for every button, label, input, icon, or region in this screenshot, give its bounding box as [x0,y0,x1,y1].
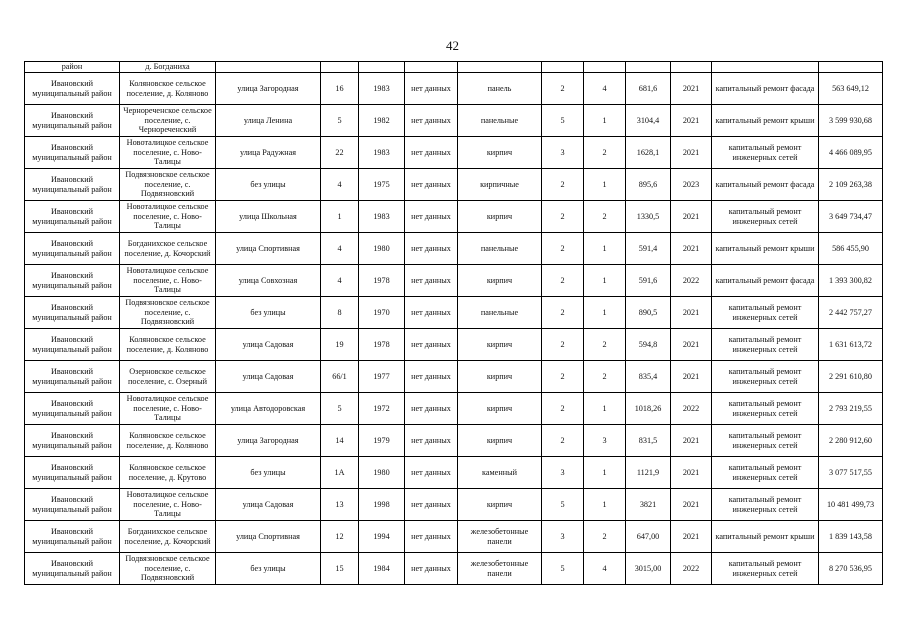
cell-data-note: нет данных [405,553,458,585]
cell-entrances: 2 [584,521,626,553]
cell-repair-type: капитальный ремонт инженерных сетей [712,393,819,425]
cell-district: Ивановский муниципальный район [25,105,120,137]
cell-house-number: 15 [321,553,359,585]
cell-repair-type: капитальный ремонт инженерных сетей [712,361,819,393]
cell-year-built: 1980 [359,233,405,265]
cell-wall-material: железобетонные панели [458,521,542,553]
cell-street: улица Садовая [216,361,321,393]
cell-settlement: Новоталицкое сельское поселение, с. Ново-Талицы [120,201,216,233]
cell-house-number: 8 [321,297,359,329]
table-row [25,489,883,521]
housing-repair-table [24,61,883,585]
cell-district: Ивановский муниципальный район [25,169,120,201]
cell-entrances: 4 [584,73,626,105]
cell-settlement: Новоталицкое сельское поселение, с. Ново-Талицы [120,393,216,425]
cell-floors: 5 [542,105,584,137]
cell-street: улица Садовая [216,489,321,521]
cell-cost [819,62,883,73]
cell-floors: 2 [542,169,584,201]
cell-district: Ивановский муниципальный район [25,489,120,521]
cell-repair-type: капитальный ремонт инженерных сетей [712,489,819,521]
cell-floors: 2 [542,233,584,265]
cell-district: Ивановский муниципальный район [25,201,120,233]
cell-settlement: Новоталицкое сельское поселение, с. Ново-Талицы [120,137,216,169]
cell-repair-type: капитальный ремонт фасада [712,169,819,201]
cell-cost: 1 839 143,58 [819,521,883,553]
cell-district: Ивановский муниципальный район [25,73,120,105]
cell-wall-material: панельные [458,297,542,329]
cell-year-built: 1984 [359,553,405,585]
cell-area: 591,4 [626,233,671,265]
cell-settlement: Подвязновское сельское поселение, с. Подвязновский [120,297,216,329]
cell-street: улица Радужная [216,137,321,169]
cell-wall-material: кирпич [458,137,542,169]
cell-entrances: 1 [584,489,626,521]
cell-repair-type [712,62,819,73]
table-row [25,105,883,137]
cell-cost: 586 455,90 [819,233,883,265]
cell-district: Ивановский муниципальный район [25,521,120,553]
cell-data-note: нет данных [405,105,458,137]
cell-house-number: 4 [321,265,359,297]
cell-settlement: Чернореченское сельское поселение, с. Чернореченский [120,105,216,137]
cell-street: улица Школьная [216,201,321,233]
cell-repair-year: 2023 [671,169,712,201]
cell-area: 831,5 [626,425,671,457]
cell-entrances: 1 [584,457,626,489]
cell-house-number: 12 [321,521,359,553]
cell-area [626,62,671,73]
cell-wall-material: кирпич [458,361,542,393]
cell-repair-type: капитальный ремонт инженерных сетей [712,553,819,585]
cell-wall-material: кирпич [458,393,542,425]
cell-street: улица Садовая [216,329,321,361]
cell-year-built: 1970 [359,297,405,329]
cell-street: улица Спортивная [216,233,321,265]
cell-year-built: 1983 [359,73,405,105]
cell-floors: 2 [542,201,584,233]
cell-district: Ивановский муниципальный район [25,297,120,329]
cell-wall-material [458,62,542,73]
cell-settlement: Подвязновское сельское поселение, с. Подвязновский [120,169,216,201]
cell-district: Ивановский муниципальный район [25,137,120,169]
cell-repair-year: 2022 [671,265,712,297]
cell-street: улица Ленина [216,105,321,137]
cell-data-note: нет данных [405,361,458,393]
table-row [25,361,883,393]
table-row [25,521,883,553]
table-row [25,297,883,329]
cell-repair-type: капитальный ремонт крыши [712,105,819,137]
cell-wall-material: кирпич [458,265,542,297]
cell-floors [542,62,584,73]
cell-cost: 8 270 536,95 [819,553,883,585]
cell-street: улица Автодоровская [216,393,321,425]
cell-cost: 10 481 499,73 [819,489,883,521]
cell-data-note: нет данных [405,489,458,521]
cell-entrances: 2 [584,137,626,169]
cell-floors: 2 [542,265,584,297]
cell-repair-type: капитальный ремонт инженерных сетей [712,329,819,361]
cell-district: Ивановский муниципальный район [25,425,120,457]
cell-floors: 2 [542,73,584,105]
cell-data-note: нет данных [405,201,458,233]
page-number: 42 [446,38,459,53]
cell-year-built: 1977 [359,361,405,393]
cell-repair-type: капитальный ремонт крыши [712,233,819,265]
cell-floors: 3 [542,137,584,169]
cell-repair-year: 2021 [671,425,712,457]
cell-data-note: нет данных [405,137,458,169]
cell-data-note: нет данных [405,521,458,553]
cell-repair-type: капитальный ремонт инженерных сетей [712,137,819,169]
cell-area: 895,6 [626,169,671,201]
cell-entrances: 2 [584,361,626,393]
cell-wall-material: каменный [458,457,542,489]
cell-year-built: 1978 [359,329,405,361]
cell-repair-year: 2021 [671,457,712,489]
cell-house-number [321,62,359,73]
cell-cost: 1 631 613,72 [819,329,883,361]
cell-floors: 2 [542,297,584,329]
cell-house-number: 1 [321,201,359,233]
cell-entrances: 1 [584,105,626,137]
table-row [25,329,883,361]
cell-street: без улицы [216,457,321,489]
cell-entrances: 2 [584,201,626,233]
cell-year-built: 1980 [359,457,405,489]
cell-area: 890,5 [626,297,671,329]
cell-entrances: 1 [584,297,626,329]
cell-settlement: Коляновское сельское поселение, д. Коляново [120,425,216,457]
cell-year-built: 1998 [359,489,405,521]
cell-year-built: 1979 [359,425,405,457]
cell-repair-type: капитальный ремонт фасада [712,73,819,105]
cell-entrances: 1 [584,233,626,265]
cell-repair-type: капитальный ремонт инженерных сетей [712,425,819,457]
cell-house-number: 4 [321,233,359,265]
cell-entrances: 2 [584,329,626,361]
cell-year-built [359,62,405,73]
cell-repair-type: капитальный ремонт инженерных сетей [712,297,819,329]
cell-house-number: 19 [321,329,359,361]
cell-data-note: нет данных [405,169,458,201]
cell-entrances: 1 [584,265,626,297]
cell-cost: 1 393 300,82 [819,265,883,297]
cell-data-note: нет данных [405,425,458,457]
cell-repair-year: 2021 [671,73,712,105]
cell-street: улица Совхозная [216,265,321,297]
cell-house-number: 1А [321,457,359,489]
table-row [25,233,883,265]
cell-data-note: нет данных [405,457,458,489]
cell-settlement: Коляновское сельское поселение, д. Коляново [120,329,216,361]
table-row [25,457,883,489]
table-row [25,425,883,457]
cell-repair-type: капитальный ремонт инженерных сетей [712,201,819,233]
cell-house-number: 14 [321,425,359,457]
cell-cost: 563 649,12 [819,73,883,105]
cell-area: 647,00 [626,521,671,553]
cell-floors: 2 [542,425,584,457]
cell-repair-year: 2021 [671,521,712,553]
cell-house-number: 4 [321,169,359,201]
cell-year-built: 1994 [359,521,405,553]
cell-house-number: 22 [321,137,359,169]
cell-repair-year: 2021 [671,329,712,361]
cell-floors: 5 [542,489,584,521]
cell-street: без улицы [216,297,321,329]
cell-wall-material: кирпич [458,329,542,361]
cell-floors: 3 [542,457,584,489]
cell-year-built: 1983 [359,201,405,233]
table-row [25,201,883,233]
cell-settlement: Подвязновское сельское поселение, с. Подвязновский [120,553,216,585]
cell-street: улица Спортивная [216,521,321,553]
cell-repair-type: капитальный ремонт крыши [712,521,819,553]
table-row-continued [25,62,883,73]
cell-district: район [25,62,120,73]
cell-wall-material: панель [458,73,542,105]
cell-repair-type: капитальный ремонт инженерных сетей [712,457,819,489]
cell-house-number: 5 [321,393,359,425]
cell-repair-year [671,62,712,73]
cell-cost: 2 442 757,27 [819,297,883,329]
cell-house-number: 16 [321,73,359,105]
cell-area: 591,6 [626,265,671,297]
cell-settlement: Коляновское сельское поселение, д. Крутово [120,457,216,489]
table-row [25,73,883,105]
cell-repair-year: 2022 [671,553,712,585]
cell-repair-year: 2021 [671,201,712,233]
cell-district: Ивановский муниципальный район [25,457,120,489]
cell-wall-material: железобетонные панели [458,553,542,585]
cell-district: Ивановский муниципальный район [25,361,120,393]
cell-repair-year: 2021 [671,489,712,521]
cell-settlement: Богданихское сельское поселение, д. Кочорский [120,233,216,265]
cell-district: Ивановский муниципальный район [25,553,120,585]
cell-settlement: Озерновское сельское поселение, с. Озерный [120,361,216,393]
cell-street: без улицы [216,169,321,201]
cell-entrances: 4 [584,553,626,585]
cell-entrances: 3 [584,425,626,457]
cell-area: 594,8 [626,329,671,361]
cell-repair-year: 2021 [671,137,712,169]
cell-settlement: Коляновское сельское поселение, д. Коляново [120,73,216,105]
cell-settlement: Новоталицкое сельское поселение, с. Ново-Талицы [120,489,216,521]
cell-floors: 5 [542,553,584,585]
cell-cost: 3 599 930,68 [819,105,883,137]
cell-data-note: нет данных [405,265,458,297]
cell-repair-year: 2021 [671,233,712,265]
cell-area: 1018,26 [626,393,671,425]
cell-year-built: 1982 [359,105,405,137]
cell-settlement: д. Богданиха [120,62,216,73]
table-row [25,169,883,201]
cell-house-number: 13 [321,489,359,521]
cell-year-built: 1983 [359,137,405,169]
cell-data-note: нет данных [405,329,458,361]
cell-wall-material: панельные [458,105,542,137]
table-row [25,137,883,169]
cell-cost: 2 793 219,55 [819,393,883,425]
cell-cost: 2 280 912,60 [819,425,883,457]
cell-wall-material: панельные [458,233,542,265]
cell-data-note: нет данных [405,73,458,105]
cell-year-built: 1972 [359,393,405,425]
cell-cost: 2 109 263,38 [819,169,883,201]
cell-floors: 3 [542,521,584,553]
cell-district: Ивановский муниципальный район [25,233,120,265]
cell-cost: 3 649 734,47 [819,201,883,233]
cell-wall-material: кирпич [458,201,542,233]
cell-district: Ивановский муниципальный район [25,393,120,425]
cell-repair-year: 2021 [671,297,712,329]
cell-street: улица Загородная [216,425,321,457]
cell-repair-year: 2021 [671,105,712,137]
cell-area: 835,4 [626,361,671,393]
cell-wall-material: кирпичные [458,169,542,201]
cell-cost: 3 077 517,55 [819,457,883,489]
cell-area: 1628,1 [626,137,671,169]
cell-data-note: нет данных [405,393,458,425]
cell-entrances: 1 [584,393,626,425]
cell-floors: 2 [542,393,584,425]
cell-repair-type: капитальный ремонт фасада [712,265,819,297]
cell-cost: 2 291 610,80 [819,361,883,393]
cell-district: Ивановский муниципальный район [25,329,120,361]
cell-wall-material: кирпич [458,425,542,457]
cell-data-note [405,62,458,73]
cell-cost: 4 466 089,95 [819,137,883,169]
table-row [25,553,883,585]
cell-entrances [584,62,626,73]
cell-entrances: 1 [584,169,626,201]
table-row [25,393,883,425]
cell-area: 3821 [626,489,671,521]
cell-area: 3104,4 [626,105,671,137]
cell-floors: 2 [542,361,584,393]
cell-repair-year: 2021 [671,361,712,393]
cell-data-note: нет данных [405,297,458,329]
cell-data-note: нет данных [405,233,458,265]
cell-settlement: Богданихское сельское поселение, д. Кочорский [120,521,216,553]
cell-street [216,62,321,73]
cell-street: улица Загородная [216,73,321,105]
cell-wall-material: кирпич [458,489,542,521]
cell-house-number: 5 [321,105,359,137]
cell-settlement: Новоталицкое сельское поселение, с. Ново-Талицы [120,265,216,297]
cell-year-built: 1975 [359,169,405,201]
cell-area: 1121,9 [626,457,671,489]
cell-floors: 2 [542,329,584,361]
cell-street: без улицы [216,553,321,585]
cell-house-number: 66/1 [321,361,359,393]
cell-area: 3015,00 [626,553,671,585]
cell-area: 681,6 [626,73,671,105]
table-row [25,265,883,297]
cell-repair-year: 2022 [671,393,712,425]
cell-area: 1330,5 [626,201,671,233]
cell-district: Ивановский муниципальный район [25,265,120,297]
cell-year-built: 1978 [359,265,405,297]
